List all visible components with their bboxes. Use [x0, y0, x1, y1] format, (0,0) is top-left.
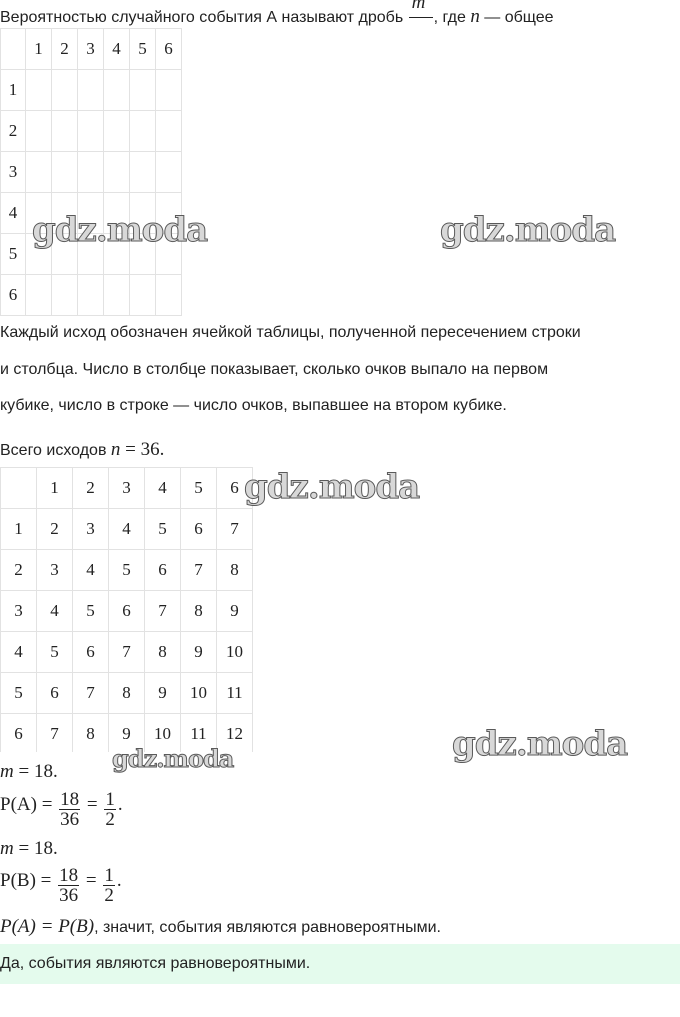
grid-row — [1, 111, 182, 152]
answer-box — [0, 944, 680, 984]
pa-fraction: $\frac{18}{36}$ — [60, 790, 80, 830]
grid-row-header: 5 — [1, 234, 26, 275]
sum-cell: 11 — [217, 673, 253, 714]
sum-cell: 9 — [181, 632, 217, 673]
sum-cell: 6 — [37, 673, 73, 714]
grid-row — [1, 275, 182, 316]
watermark-logo: gdz.moda — [112, 744, 234, 773]
sum-cell: 11 — [181, 714, 217, 753]
grid-corner-cell — [1, 29, 26, 70]
grid-row — [1, 70, 182, 111]
sum-cell: 9 — [217, 591, 253, 632]
sum-cell: 8 — [73, 714, 109, 753]
sum-cell: 7 — [109, 632, 145, 673]
sum-cell: 6 — [73, 632, 109, 673]
watermark-logo: gdz.moda — [452, 724, 628, 764]
total-eq: = 36. — [120, 439, 165, 460]
sum-row — [1, 591, 253, 632]
fraction-numerator: m — [411, 0, 426, 13]
grid-empty-cell — [104, 152, 130, 193]
pb-fraction: $\frac{18}{36}$ — [59, 866, 79, 906]
sum-column-header: 5 — [181, 468, 217, 509]
m-value-b — [0, 838, 58, 860]
sum-row-header: 1 — [1, 509, 37, 550]
equality-math: P(A) = P(B) — [0, 916, 95, 937]
grid-empty-cell — [104, 70, 130, 111]
sum-cell: 8 — [109, 673, 145, 714]
sum-cell: 7 — [37, 714, 73, 753]
grid-empty-cell — [78, 70, 104, 111]
sum-row — [1, 673, 253, 714]
grid-column-header: 4 — [104, 29, 130, 70]
sum-header-row — [1, 468, 253, 509]
grid-empty-cell — [52, 275, 78, 316]
sum-cell: 2 — [37, 509, 73, 550]
watermark-logo: gdz.moda — [244, 467, 420, 507]
grid-empty-cell — [130, 70, 156, 111]
grid-empty-cell — [52, 111, 78, 152]
intro-fraction — [408, 0, 434, 28]
sum-cell: 9 — [109, 714, 145, 753]
sum-cell: 6 — [109, 591, 145, 632]
grid-empty-cell — [104, 275, 130, 316]
sum-cell: 6 — [145, 550, 181, 591]
grid-empty-cell — [130, 275, 156, 316]
grid-empty-cell — [78, 111, 104, 152]
grid-empty-cell — [78, 275, 104, 316]
intro-text-before: Вероятностью случайного события А называют дробь — [0, 9, 408, 26]
sum-row — [1, 509, 253, 550]
grid-row-header: 6 — [1, 275, 26, 316]
sum-cell: 4 — [37, 591, 73, 632]
sum-cell: 8 — [145, 632, 181, 673]
grid-header-row — [1, 29, 182, 70]
grid-column-header: 2 — [52, 29, 78, 70]
total-var-n: n — [110, 439, 121, 460]
grid-column-header: 6 — [156, 29, 182, 70]
sum-row-header: 3 — [1, 591, 37, 632]
sum-cell: 3 — [73, 509, 109, 550]
sum-row-header: 5 — [1, 673, 37, 714]
m-eq-a: = 18. — [18, 761, 58, 782]
sum-corner-cell — [1, 468, 37, 509]
sum-column-header: 1 — [37, 468, 73, 509]
pb-eq: = — [85, 869, 97, 891]
grid-empty-cell — [78, 152, 104, 193]
grid-empty-cell — [130, 152, 156, 193]
grid-empty-cell — [156, 275, 182, 316]
intro-text-mid: , где — [433, 9, 471, 26]
sum-table — [0, 467, 253, 752]
m-var-b: m — [0, 838, 14, 859]
grid-empty-cell — [156, 152, 182, 193]
sum-cell: 7 — [217, 509, 253, 550]
sum-column-header: 4 — [145, 468, 181, 509]
m-eq-b: = 18. — [18, 838, 58, 859]
sum-cell: 8 — [181, 591, 217, 632]
sum-cell: 10 — [217, 632, 253, 673]
grid-empty-cell — [26, 275, 52, 316]
sum-cell: 12 — [217, 714, 253, 753]
pa-result-fraction: $\frac{1}{2}$ — [105, 790, 115, 830]
sum-cell: 8 — [217, 550, 253, 591]
answer-text: Да, события являются равновероятными. — [0, 955, 311, 972]
grid-row-header: 1 — [1, 70, 26, 111]
grid-row-header: 2 — [1, 111, 26, 152]
grid-empty-cell — [52, 152, 78, 193]
grid-empty-cell — [52, 70, 78, 111]
sum-cell: 5 — [73, 591, 109, 632]
paragraph-line-3: кубике, число в строке — число очков, выпавшее на втором кубике. — [0, 397, 507, 414]
grid-empty-cell — [26, 70, 52, 111]
watermark-logo: gdz.moda — [440, 210, 616, 250]
sum-cell: 5 — [37, 632, 73, 673]
sum-cell: 5 — [145, 509, 181, 550]
grid-row-header: 3 — [1, 152, 26, 193]
sum-cell: 4 — [109, 509, 145, 550]
sum-cell: 7 — [145, 591, 181, 632]
sum-table-wrapper — [0, 467, 260, 752]
watermark-logo: gdz.moda — [32, 210, 208, 250]
grid-empty-cell — [26, 111, 52, 152]
pb-result-fraction: $\frac{1}{2}$ — [104, 866, 114, 906]
pa-eq: = — [86, 793, 98, 815]
sum-cell: 10 — [145, 714, 181, 753]
sum-column-header: 6 — [217, 468, 253, 509]
sum-row-header: 6 — [1, 714, 37, 753]
paragraph-line-1: Каждый исход обозначен ячейкой таблицы, полученной пересечением строки — [0, 324, 581, 341]
paragraph-line-2: и столбца. Число в столбце показывает, сколько очков выпало на первом — [0, 361, 549, 378]
grid-empty-cell — [156, 111, 182, 152]
total-text: Всего исходов — [0, 442, 111, 459]
grid-column-header: 5 — [130, 29, 156, 70]
pa-lhs: P(A) = — [0, 793, 53, 815]
intro-text-after: — общее — [479, 9, 554, 26]
sum-cell: 7 — [181, 550, 217, 591]
sum-row-header: 2 — [1, 550, 37, 591]
equality-text: , значит, события являются равновероятными. — [94, 919, 441, 936]
sum-cell: 6 — [181, 509, 217, 550]
pb-lhs: P(B) = — [0, 869, 52, 891]
grid-row — [1, 152, 182, 193]
sum-row — [1, 632, 253, 673]
total-outcomes — [0, 439, 164, 461]
sum-cell: 10 — [181, 673, 217, 714]
m-value-a — [0, 761, 58, 783]
grid-empty-cell — [26, 152, 52, 193]
sum-row — [1, 550, 253, 591]
sum-column-header: 2 — [73, 468, 109, 509]
sum-cell: 5 — [109, 550, 145, 591]
grid-empty-cell — [156, 70, 182, 111]
grid-empty-cell — [130, 111, 156, 152]
sum-column-header: 3 — [109, 468, 145, 509]
outcome-grid-empty — [0, 28, 182, 316]
sum-cell: 3 — [37, 550, 73, 591]
grid-column-header: 1 — [26, 29, 52, 70]
intro-line — [0, 0, 680, 30]
sum-cell: 4 — [73, 550, 109, 591]
sum-cell: 7 — [73, 673, 109, 714]
equality-statement — [0, 916, 441, 938]
grid-column-header: 3 — [78, 29, 104, 70]
sum-row-header: 4 — [1, 632, 37, 673]
grid-empty-cell — [104, 111, 130, 152]
sum-cell: 9 — [145, 673, 181, 714]
probability-b: P(B) = $\frac{18}{36}$ = $\frac{1}{2}$ . — [0, 866, 122, 906]
probability-a: P(A) = $\frac{18}{36}$ = $\frac{1}{2}$ . — [0, 790, 123, 830]
grid-row-header: 4 — [1, 193, 26, 234]
intro-var-n: n — [470, 6, 480, 27]
m-var-a: m — [0, 761, 14, 782]
